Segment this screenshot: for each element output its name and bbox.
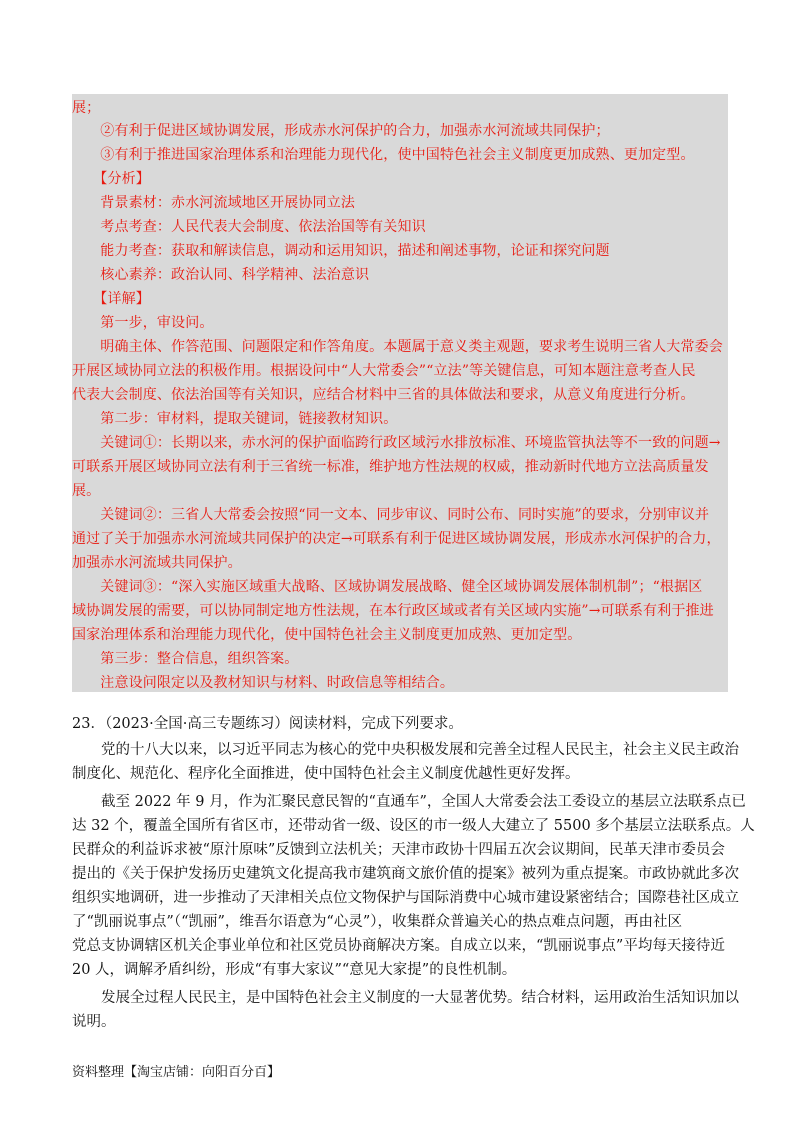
answer-line: 能力考查：获取和解读信息，调动和运用知识，描述和阐述事物，论证和探究问题	[72, 243, 610, 259]
footer-source: 资料整理【淘宝店铺：向阳百分百】	[72, 1065, 281, 1080]
answer-line: 注意设问限定以及教材知识与材料、时政信息等相结合。	[72, 675, 455, 691]
answer-line: 展；	[72, 100, 101, 116]
answer-line: 代表大会制度、依法治国等有关知识，应结合材料中三省的具体做法和要求，从意义角度进行分析。	[72, 387, 695, 403]
answer-line: ③有利于推进国家治理体系和治理能力现代化，使中国特色社会主义制度更加成熟、更加定型。	[72, 147, 695, 163]
answer-line: 关键词③：“深入实施区域重大战略、区域协调发展战略、健全区域协调发展体制机制”；“根据区	[72, 579, 703, 595]
answer-line: 考点考查：人民代表大会制度、依法治国等有关知识	[72, 219, 426, 235]
question-line: 截至 2022 年 9 月，作为汇聚民意民智的“直通车”，全国人大常委会法工委设立的基层立法联系点已	[72, 794, 746, 810]
question-line: 组织实地调研，进一步推动了天津相关点位文物保护与国际消费中心城市建设紧密结合；国際巷社区成立	[72, 890, 739, 906]
answer-line: 第三步：整合信息，组织答案。	[72, 651, 299, 667]
answer-line: 域协调发展的需要，可以协同制定地方性法规，在本行政区域或者有关区域内实施”→可联系有利于推进	[72, 603, 714, 619]
answer-line: 【分析】	[72, 171, 150, 187]
question-line: 了“凯丽说事点”（“凯丽”，维吾尔语意为“心灵”），收集群众普遍关心的热点难点问题，再由社区	[72, 914, 682, 930]
answer-line: 展。	[72, 483, 101, 499]
answer-line: 开展区域协同立法的积极作用。根据设问中“人大常委会”“立法”等关键信息，可知本题注意考查人民	[72, 363, 696, 379]
question-line: 说明。	[72, 1014, 116, 1030]
answer-line: 关键词①：长期以来，赤水河的保护面临跨行政区域污水排放标准、环境监管执法等不一致的问题→	[72, 435, 721, 451]
answer-line: 国家治理体系和治理能力现代化，使中国特色社会主义制度更加成熟、更加定型。	[72, 627, 582, 643]
question-line: 党的十八大以来，以习近平同志为核心的党中央积极发展和完善全过程人民民主，社会主义民主政治	[72, 742, 739, 758]
question-line: 党总支协调辖区机关企事业单位和社区党员协商解决方案。自成立以来，“凯丽说事点”平均每天接待近	[72, 938, 725, 954]
answer-line: 第一步，审设问。	[72, 315, 214, 331]
answer-line: 核心素养：政治认同、科学精神、法治意识	[72, 267, 370, 283]
answer-line: ②有利于促进区域协调发展，形成赤水河保护的合力，加强赤水河流域共同保护；	[72, 123, 610, 139]
answer-line: 通过了关于加强赤水河流域共同保护的决定→可联系有利于促进区域协调发展，形成赤水河保护的合力，	[72, 531, 721, 547]
question-line: 民群众的利益诉求被“原汁原味”反馈到立法机关；天津市政协十四届五次会议期间，民革天津市委员会	[72, 842, 725, 858]
question-line: 20 人，调解矛盾纠纷，形成“有事大家议”“意见大家提”的良性机制。	[72, 962, 517, 978]
answer-line: 第二步：审材料，提取关键词，链接教材知识。	[72, 411, 398, 427]
question-line: 制度化、规范化、程序化全面推进，使中国特色社会主义制度优越性更好发挥。	[72, 766, 580, 782]
question-heading: 23．（2023·全国·高三专题练习）阅读材料，完成下列要求。	[72, 716, 463, 732]
answer-line: 【详解】	[72, 291, 150, 307]
question-line: 发展全过程人民民主，是中国特色社会主义制度的一大显著优势。结合材料，运用政治生活知识加以	[72, 990, 739, 1006]
question-line: 达 32 个，覆盖全国所有省区市，还带动省一级、设区的市一级人大建立了 5500 多个基层立法联系点。人	[72, 818, 755, 834]
answer-line: 背景素材：赤水河流域地区开展协同立法	[72, 195, 355, 211]
answer-line: 关键词②：三省人大常委会按照“同一文本、同步审议、同时公布、同时实施”的要求，分别审议并	[72, 507, 710, 523]
answer-line: 加强赤水河流域共同保护。	[72, 555, 242, 571]
answer-line: 明确主体、作答范围、问题限定和作答角度。本题属于意义类主观题，要求考生说明三省人大常委会	[72, 339, 723, 355]
question-line: 提出的《关于保护发扬历史建筑文化提高我市建筑商文旅价值的提案》被列为重点提案。市政协就此多次	[72, 866, 739, 882]
answer-line: 可联系开展区域协同立法有利于三省统一标准，维护地方性法规的权威，推动新时代地方立法高质量发	[72, 459, 709, 475]
